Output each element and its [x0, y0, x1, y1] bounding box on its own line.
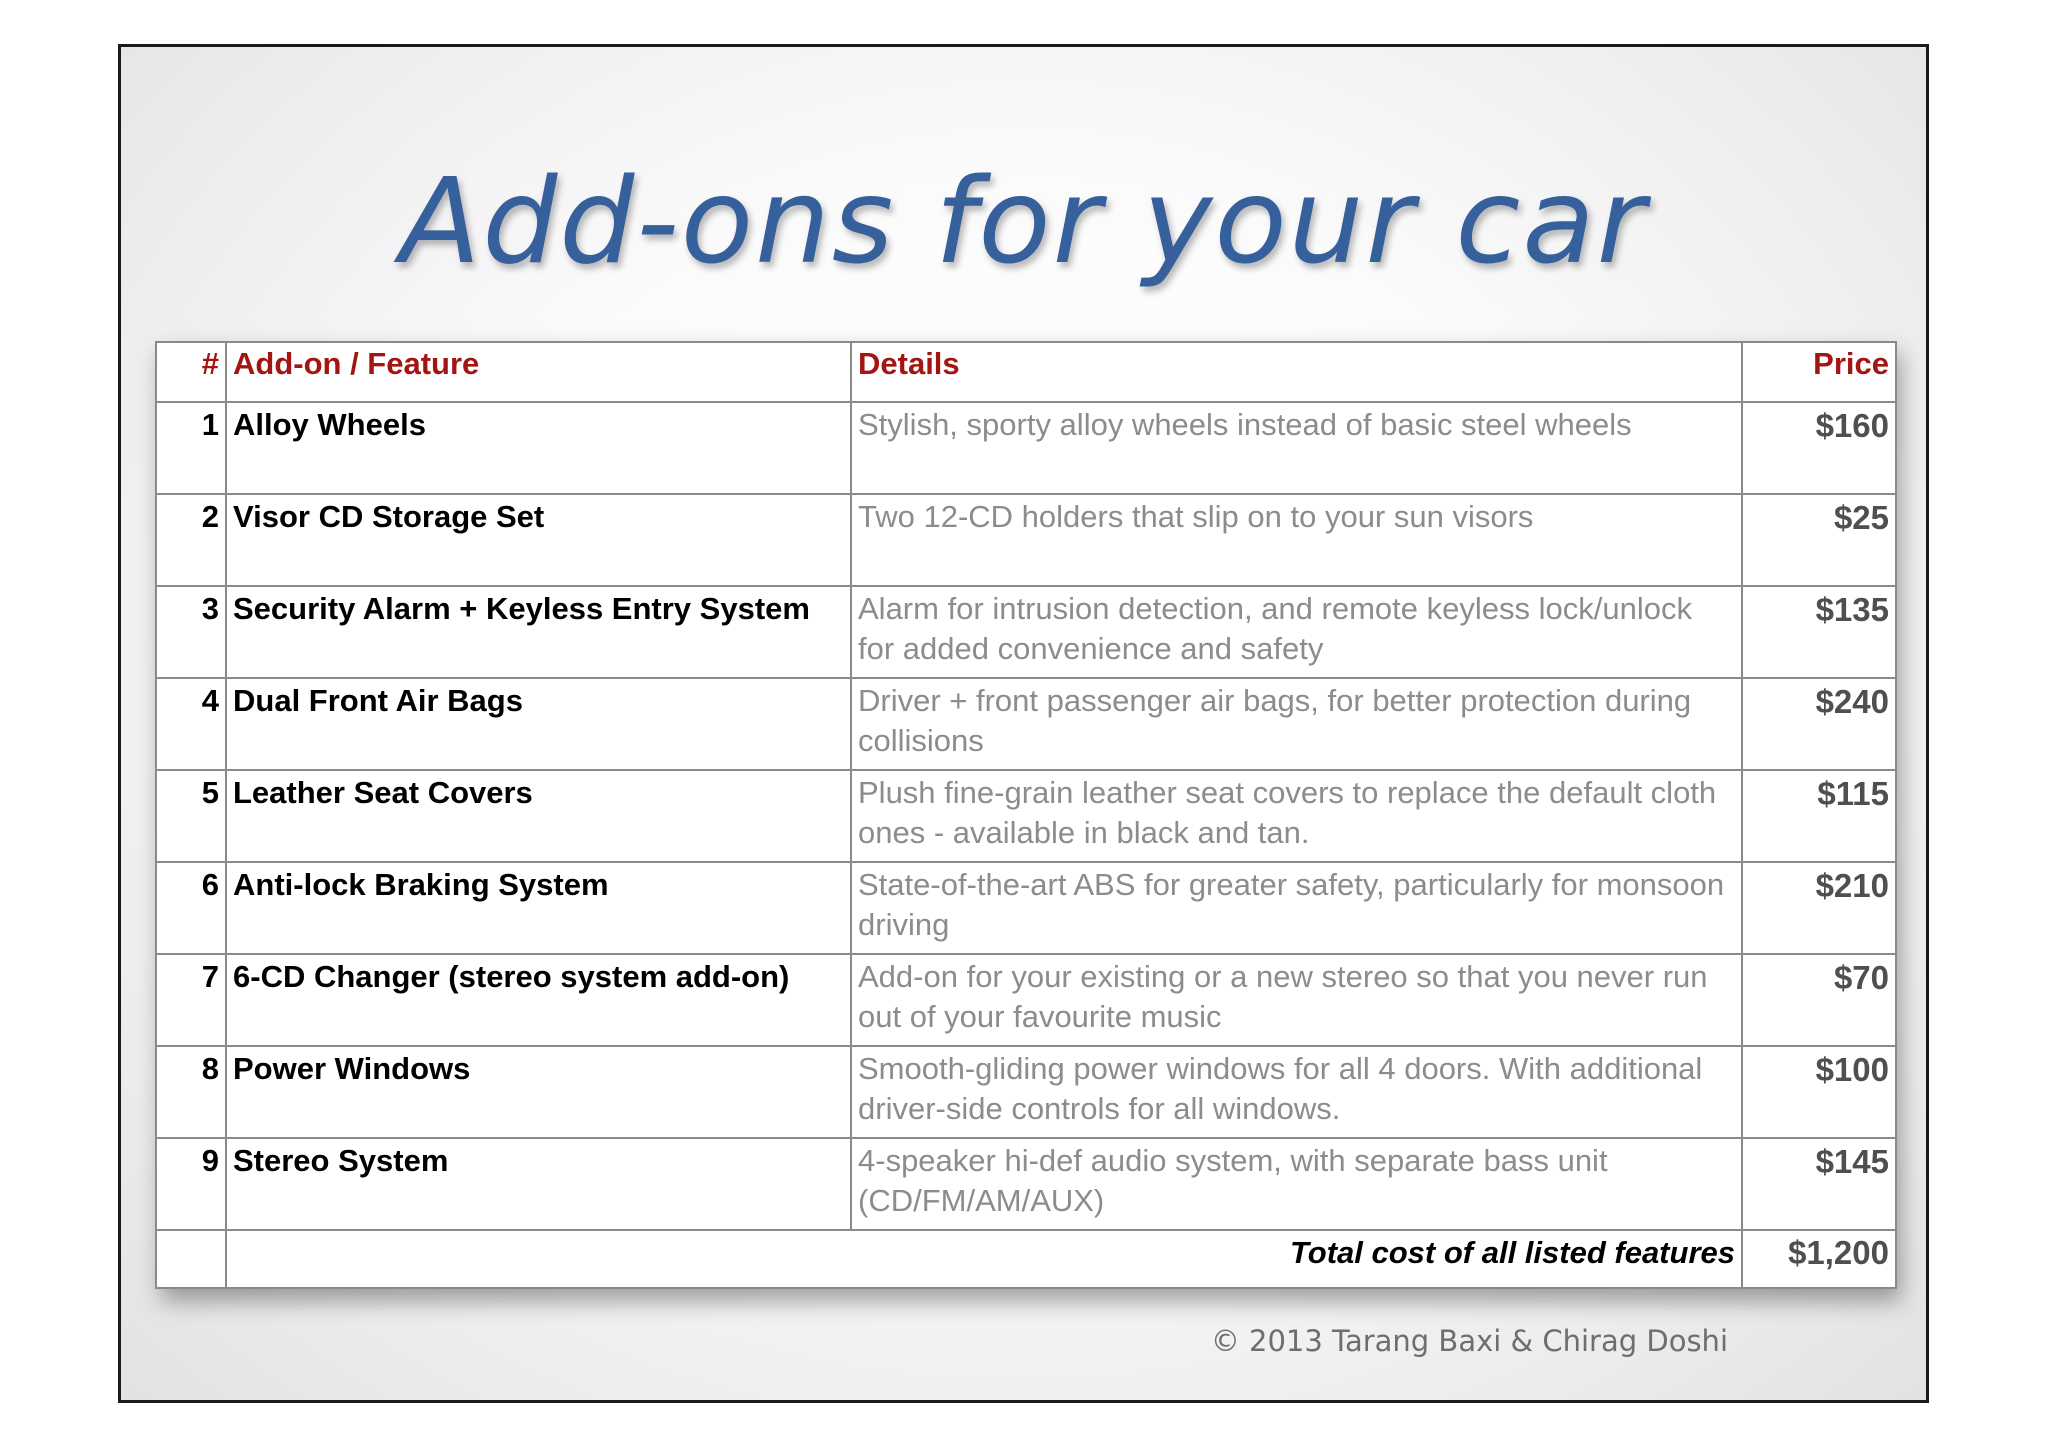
- row-feature: Dual Front Air Bags: [226, 678, 851, 770]
- row-feature: Visor CD Storage Set: [226, 494, 851, 586]
- row-feature: Stereo System: [226, 1138, 851, 1230]
- row-number: 2: [156, 494, 226, 586]
- row-details: Add-on for your existing or a new stereo so that you never run out of your favourite music: [851, 954, 1742, 1046]
- row-number: 3: [156, 586, 226, 678]
- table-row: [156, 1046, 1896, 1138]
- row-price: $100: [1742, 1046, 1896, 1138]
- row-feature: Security Alarm + Keyless Entry System: [226, 586, 851, 678]
- table-row: [156, 862, 1896, 954]
- header-price: Price: [1742, 342, 1896, 402]
- total-row: [156, 1230, 1896, 1288]
- row-feature: Leather Seat Covers: [226, 770, 851, 862]
- slide: [118, 44, 1929, 1403]
- total-value: $1,200: [1742, 1230, 1896, 1288]
- table-row: [156, 1138, 1896, 1230]
- row-details: Two 12-CD holders that slip on to your sun visors: [851, 494, 1742, 586]
- total-empty-cell: [156, 1230, 226, 1288]
- table-row: [156, 770, 1896, 862]
- row-price: $135: [1742, 586, 1896, 678]
- table-row: [156, 402, 1896, 494]
- page-title: Add-ons for your car: [399, 152, 1648, 290]
- addons-table: [155, 341, 1897, 1289]
- row-details: Smooth-gliding power windows for all 4 doors. With additional driver-side controls for all windows.: [851, 1046, 1742, 1138]
- header-feature: Add-on / Feature: [226, 342, 851, 402]
- table-row: [156, 678, 1896, 770]
- row-details: 4-speaker hi-def audio system, with separate bass unit (CD/FM/AM/AUX): [851, 1138, 1742, 1230]
- row-details: Alarm for intrusion detection, and remote keyless lock/unlock for added convenience and safety: [851, 586, 1742, 678]
- row-price: $160: [1742, 402, 1896, 494]
- row-number: 4: [156, 678, 226, 770]
- total-label: Total cost of all listed features: [226, 1230, 1742, 1288]
- row-details: Driver + front passenger air bags, for better protection during collisions: [851, 678, 1742, 770]
- row-number: 5: [156, 770, 226, 862]
- table-row: [156, 954, 1896, 1046]
- row-feature: 6-CD Changer (stereo system add-on): [226, 954, 851, 1046]
- header-num: #: [156, 342, 226, 402]
- row-price: $210: [1742, 862, 1896, 954]
- table-row: [156, 586, 1896, 678]
- row-details: Plush fine-grain leather seat covers to replace the default cloth ones - available in black and tan.: [851, 770, 1742, 862]
- row-feature: Alloy Wheels: [226, 402, 851, 494]
- addons-table-container: [155, 341, 1895, 1289]
- copyright-text: © 2013 Tarang Baxi & Chirag Doshi: [1210, 1324, 1728, 1358]
- row-number: 1: [156, 402, 226, 494]
- table-header-row: [156, 342, 1896, 402]
- row-price: $115: [1742, 770, 1896, 862]
- row-price: $145: [1742, 1138, 1896, 1230]
- header-details: Details: [851, 342, 1742, 402]
- row-feature: Power Windows: [226, 1046, 851, 1138]
- row-price: $25: [1742, 494, 1896, 586]
- row-number: 7: [156, 954, 226, 1046]
- row-details: State-of-the-art ABS for greater safety, particularly for monsoon driving: [851, 862, 1742, 954]
- row-price: $240: [1742, 678, 1896, 770]
- row-feature: Anti-lock Braking System: [226, 862, 851, 954]
- row-details: Stylish, sporty alloy wheels instead of basic steel wheels: [851, 402, 1742, 494]
- row-number: 6: [156, 862, 226, 954]
- row-number: 8: [156, 1046, 226, 1138]
- row-price: $70: [1742, 954, 1896, 1046]
- row-number: 9: [156, 1138, 226, 1230]
- table-row: [156, 494, 1896, 586]
